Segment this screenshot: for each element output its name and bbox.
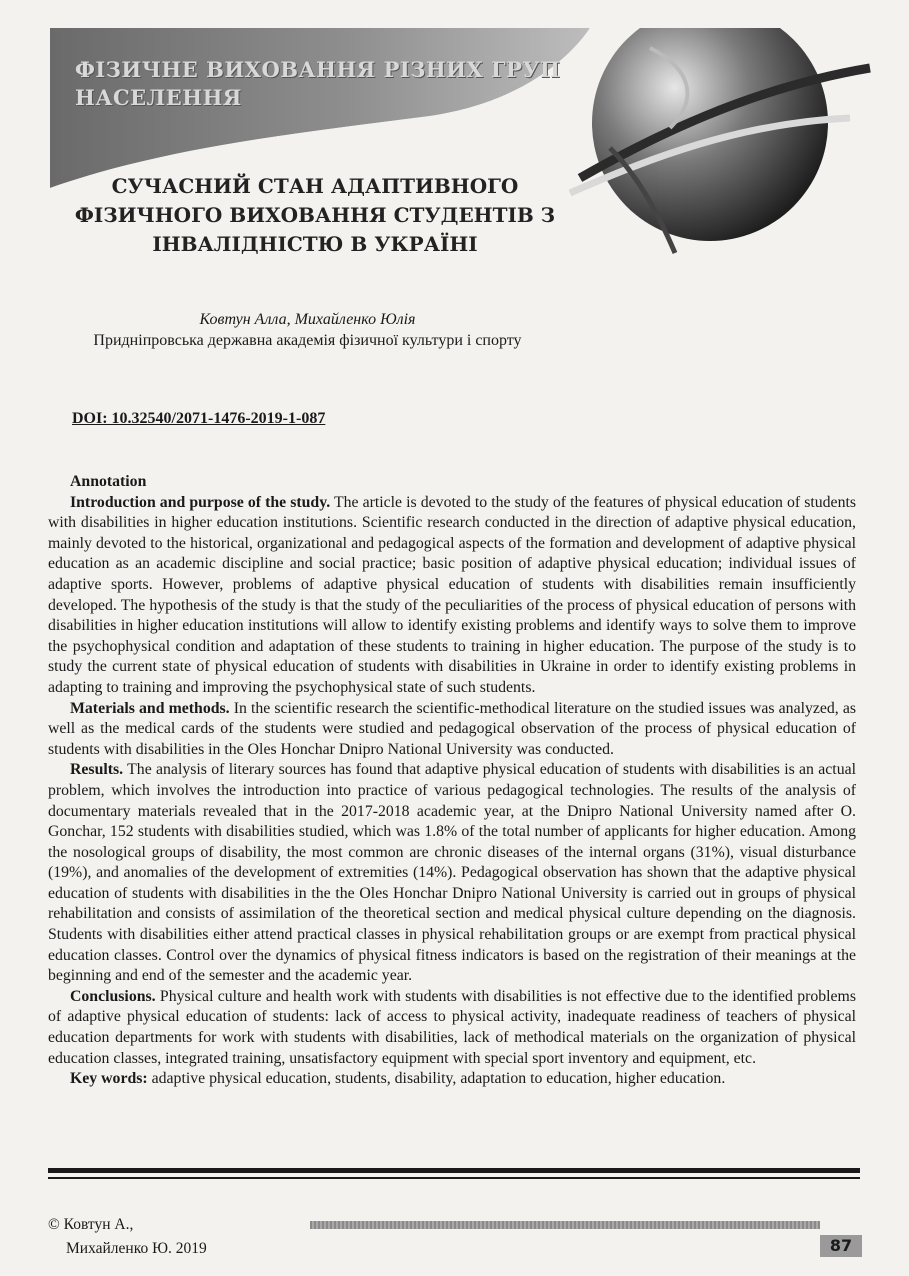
intro-label: Introduction and purpose of the study. (70, 493, 331, 511)
conclusions-label: Conclusions. (70, 987, 156, 1005)
methods-label: Materials and methods. (70, 699, 230, 717)
conclusions-paragraph (48, 987, 856, 1069)
footer-divider-thin (48, 1177, 860, 1179)
copyright (48, 1213, 207, 1261)
copyright-line-2: Михайленко Ю. 2019 (66, 1240, 207, 1257)
conclusions-text: Physical culture and health work with students with disabilities is not effective due to the identified problems of adaptive physical education of students: lack of access to physical activity, inadequate readiness of teachers of physical education departments for work with students with disabilities, lack of methodical materials on the organization of physical education classes, integrated training, unsatisfactory equipment with special sport inventory and equipment, etc. (48, 987, 856, 1067)
page-number: 87 (820, 1235, 862, 1257)
keywords-label: Key words: (70, 1070, 148, 1088)
doi-link[interactable]: DOI: 10.32540/2071-1476-2019-1-087 (72, 410, 326, 427)
section-title: ФІЗИЧНЕ ВИХОВАННЯ РІЗНИХ ГРУП НАСЕЛЕННЯ (75, 57, 561, 110)
intro-text: The article is devoted to the study of the features of physical education of students with disabilities in higher education institutions. Scientific research conducted in the direction of adaptive physical education, mainly devoted to the historical, organizational and pedagogical aspects of the formation and development of adaptive physical education as an academic discipline and social practice; basic position of adaptive physical education; individual issues of adaptive sports. However, problems of adaptive physical education of students with disabilities remain insufficiently developed. The hypothesis of the study is that the study of the peculiarities of the process of physical education of persons with disabilities in higher education institutions will allow to identify existing problems and identify ways to solve them to improve the psychophysical condition and adaptation of these students to training in higher education. The purpose of the study is to study the current state of physical education of students with disabilities in Ukraine in order to identify existing problems in adapting to training and improving the psychophysical state of such students. (48, 493, 857, 696)
footer-divider-thick (48, 1168, 860, 1173)
annotation-heading: Annotation (70, 473, 147, 490)
keywords-text: adaptive physical education, students, disability, adaptation to education, higher education. (147, 1070, 726, 1088)
methods-paragraph (48, 699, 856, 761)
keywords-paragraph (48, 1069, 856, 1090)
authors: Ковтун Алла, Михайленко Юлія (199, 311, 416, 328)
results-paragraph (48, 760, 856, 987)
affiliation: Придніпровська державна академія фізичної культури і спорту (93, 332, 522, 349)
results-label: Results. (70, 761, 124, 779)
copyright-line-1: © Ковтун А., (48, 1216, 134, 1233)
annotation-section (48, 472, 856, 1090)
footer-bar (310, 1221, 820, 1229)
results-text: The analysis of literary sources has found that adaptive physical education of students with disabilities is an actual problem, which involves the introduction into practice of various pedagogical technologies. The results of the analysis of documentary materials revealed that in the 2017-2018 academic year, at the Dnipro National University named after O. Gonchar, 152 students with disabilities studied, which was 1.8% of the total number of applicants for higher education. Among the nosological groups of disability, the most common are chronic diseases of the internal organs (31%), visual disturbance (19%), and anomalies of the development of extremities (14%). Pedagogical observation has shown that the adaptive physical education of students with disabilities in the the Oles Honchar Dnipro National University is carried out in groups of physical rehabilitation and consists of assimilation of the theoretical section and medical physical culture depending on the diagnosis. Students with disabilities either attend practical classes in physical rehabilitation groups or are exempt from practical physical education classes. Control over the dynamics of physical fitness indicators is based on the registration of their meanings at the beginning and end of the semester and the academic year. (48, 761, 856, 985)
methods-text: In the scientific research the scientific-methodical literature on the studied issues was analyzed, as well as the medical cards of the students were studied and pedagogical observation of the process of physical education of students with disabilities in the Oles Honchar Dnipro National University was conducted. (48, 699, 857, 758)
intro-paragraph (48, 493, 856, 699)
article-title: СУЧАСНИЙ СТАН АДАПТИВНОГО ФІЗИЧНОГО ВИХОВАННЯ СТУДЕНТІВ З ІНВАЛІДНІСТЮ В УКРАЇНІ (74, 174, 556, 256)
